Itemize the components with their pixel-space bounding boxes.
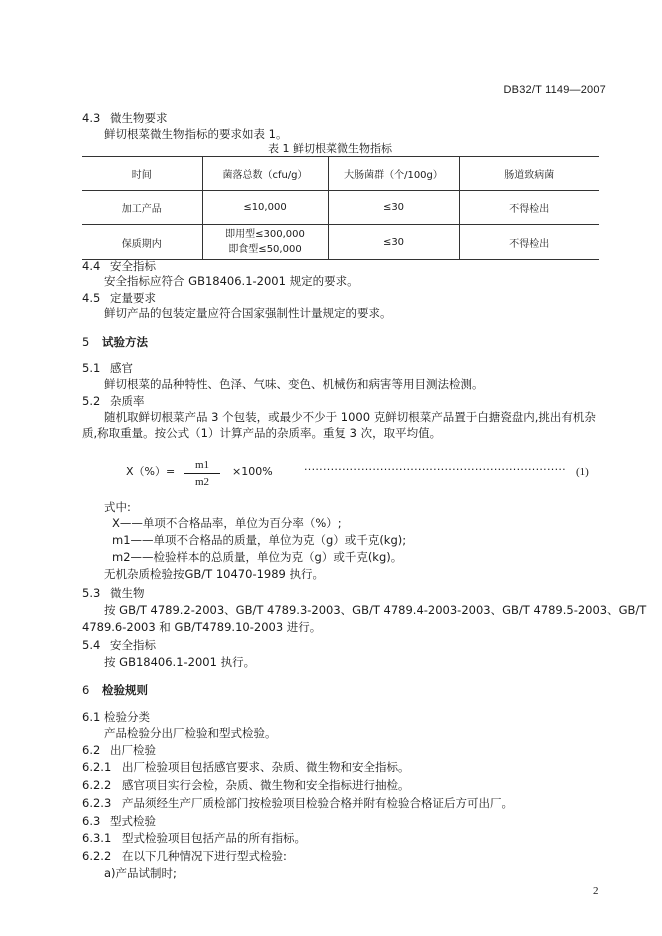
section-6-3-heading (82, 814, 156, 828)
section-number: 6.2.3 (82, 796, 112, 810)
formula-denominator: m2 (194, 476, 210, 488)
section-6-2-2 (82, 778, 410, 792)
section-6-3-1 (82, 831, 306, 845)
fraction-bar (184, 473, 220, 474)
formula-lhs: X（%）= (126, 465, 176, 478)
section-number: 6.3 (82, 814, 101, 828)
section-6-3-2 (82, 849, 287, 863)
header-time: 时间 (82, 157, 202, 191)
section-4-4-text: 安全指标应符合 GB18406.1-2001 规定的要求。 (104, 274, 359, 288)
section-title: 微生物 (110, 586, 145, 600)
section-title: 杂质率 (110, 394, 145, 408)
list-item-a: a)产品试制时; (104, 866, 177, 880)
section-number: 4.3 (82, 111, 101, 125)
equation-number: (1) (576, 466, 589, 478)
cell-line-ready-to-eat: 即食型≤50,000 (228, 244, 302, 255)
section-number: 5.3 (82, 586, 101, 600)
section-title: 微生物要求 (110, 111, 168, 125)
section-number: 6.1 (82, 710, 101, 724)
table-header-row (82, 157, 599, 191)
section-4-4-heading (82, 259, 156, 273)
section-text: 产品须经生产厂质检部门按检验项目检验合格并附有检验合格证后方可出厂。 (122, 796, 513, 810)
table-row (82, 225, 599, 260)
section-5-1-heading (82, 361, 133, 375)
cell-coliform: ≤30 (328, 225, 459, 260)
section-6-1-text: 产品检验分出厂检验和型式检验。 (104, 726, 277, 740)
where-line-m2: m2——检验样本的总质量，单位为克（g）或千克(kg)。 (112, 550, 403, 564)
page-number: 2 (593, 885, 599, 897)
section-text: 感官项目实行会检，杂质、微生物和安全指标进行抽检。 (122, 778, 410, 792)
inorganic-impurity-note: 无机杂质检验按GB/T 10470-1989 执行。 (104, 567, 325, 581)
cell-colony-count (202, 225, 328, 260)
section-5-heading (82, 335, 148, 349)
section-number: 5 (82, 335, 90, 349)
header-coliform: 大肠菌群（个/100g） (328, 157, 459, 191)
section-5-3-text-line2: 4789.6-2003 和 GB/T4789.10-2003 进行。 (82, 620, 322, 634)
microbe-spec-table (82, 156, 599, 260)
section-4-3-text: 鲜切根菜微生物指标的要求如表 1。 (104, 127, 288, 141)
formula-numerator: m1 (194, 459, 210, 471)
where-label: 式中: (104, 500, 131, 514)
section-6-2-3 (82, 796, 513, 810)
section-5-2-text-line2: 质,称取重量。按公式（1）计算产品的杂质率。重复 3 次，取平均值。 (82, 426, 442, 440)
section-5-4-heading (82, 638, 156, 652)
formula-fraction (184, 458, 220, 489)
section-number: 6.3.1 (82, 831, 112, 845)
section-5-3-heading (82, 586, 145, 600)
cell-coliform: ≤30 (328, 191, 459, 225)
where-line-m1: m1——单项不合格品的质量，单位为克（g）或千克(kg); (112, 533, 407, 547)
section-title: 检验分类 (104, 710, 150, 724)
cell-colony-count: ≤10,000 (202, 191, 328, 225)
section-5-3-text-line1: 按 GB/T 4789.2-2003、GB/T 4789.3-2003、GB/T 4789.4-2003-2003、GB/T 4789.5-2003、GB/T (104, 603, 647, 617)
cell-pathogen: 不得检出 (459, 191, 599, 225)
table-caption: 表 1 鲜切根菜微生物指标 (268, 142, 392, 155)
section-number: 4.4 (82, 259, 101, 273)
section-title: 定量要求 (110, 291, 156, 305)
section-6-heading (82, 683, 148, 697)
section-title: 感官 (110, 361, 133, 375)
section-text: 型式检验项目包括产品的所有指标。 (122, 831, 306, 845)
table-row (82, 191, 599, 225)
section-number: 5.1 (82, 361, 101, 375)
section-title: 检验规则 (102, 683, 148, 697)
section-number: 4.5 (82, 291, 101, 305)
header-colony-count: 菌落总数（cfu/g） (202, 157, 328, 191)
section-number: 6.2.1 (82, 760, 112, 774)
section-5-2-heading (82, 394, 145, 408)
section-number: 6.2.2 (82, 778, 112, 792)
section-number: 6.2 (82, 743, 101, 757)
section-4-5-text: 鲜切产品的包装定量应符合国家强制性计量规定的要求。 (104, 306, 392, 320)
section-title: 型式检验 (110, 814, 156, 828)
section-6-2-1 (82, 760, 410, 774)
section-title: 出厂检验 (110, 743, 156, 757)
section-text: 在以下几种情况下进行型式检验: (122, 849, 287, 863)
cell-time: 保质期内 (82, 225, 202, 260)
header-pathogen: 肠道致病菌 (459, 157, 599, 191)
section-text: 出厂检验项目包括感官要求、杂质、微生物和安全指标。 (122, 760, 410, 774)
section-4-5-heading (82, 291, 156, 305)
section-5-1-text: 鲜切根菜的品种特性、色泽、气味、变色、机械伤和病害等用目测法检测。 (104, 377, 484, 391)
cell-pathogen: 不得检出 (459, 225, 599, 260)
section-5-2-text-line1: 随机取鲜切根菜产品 3 个包装，或最少不少于 1000 克鲜切根菜产品置于白搪瓷盘内,挑出有机杂 (104, 410, 596, 424)
section-4-3-heading (82, 111, 168, 125)
section-6-1-heading (82, 710, 150, 724)
section-number: 5.4 (82, 638, 101, 652)
section-title: 试验方法 (102, 335, 148, 349)
cell-line-ready-to-use: 即用型≤300,000 (225, 229, 305, 240)
section-6-2-heading (82, 743, 156, 757)
section-title: 安全指标 (110, 259, 156, 273)
section-5-4-text: 按 GB18406.1-2001 执行。 (104, 655, 256, 669)
section-number: 5.2 (82, 394, 101, 408)
formula-leader-dots: ····································································· (304, 463, 566, 476)
section-title: 安全指标 (110, 638, 156, 652)
formula-rhs: ×100% (232, 465, 273, 478)
where-line-x: X——单项不合格品率，单位为百分率（%）; (112, 516, 342, 530)
document-id: DB32/T 1149—2007 (503, 84, 606, 96)
section-number: 6.2.2 (82, 849, 112, 863)
section-number: 6 (82, 683, 90, 697)
cell-time: 加工产品 (82, 191, 202, 225)
